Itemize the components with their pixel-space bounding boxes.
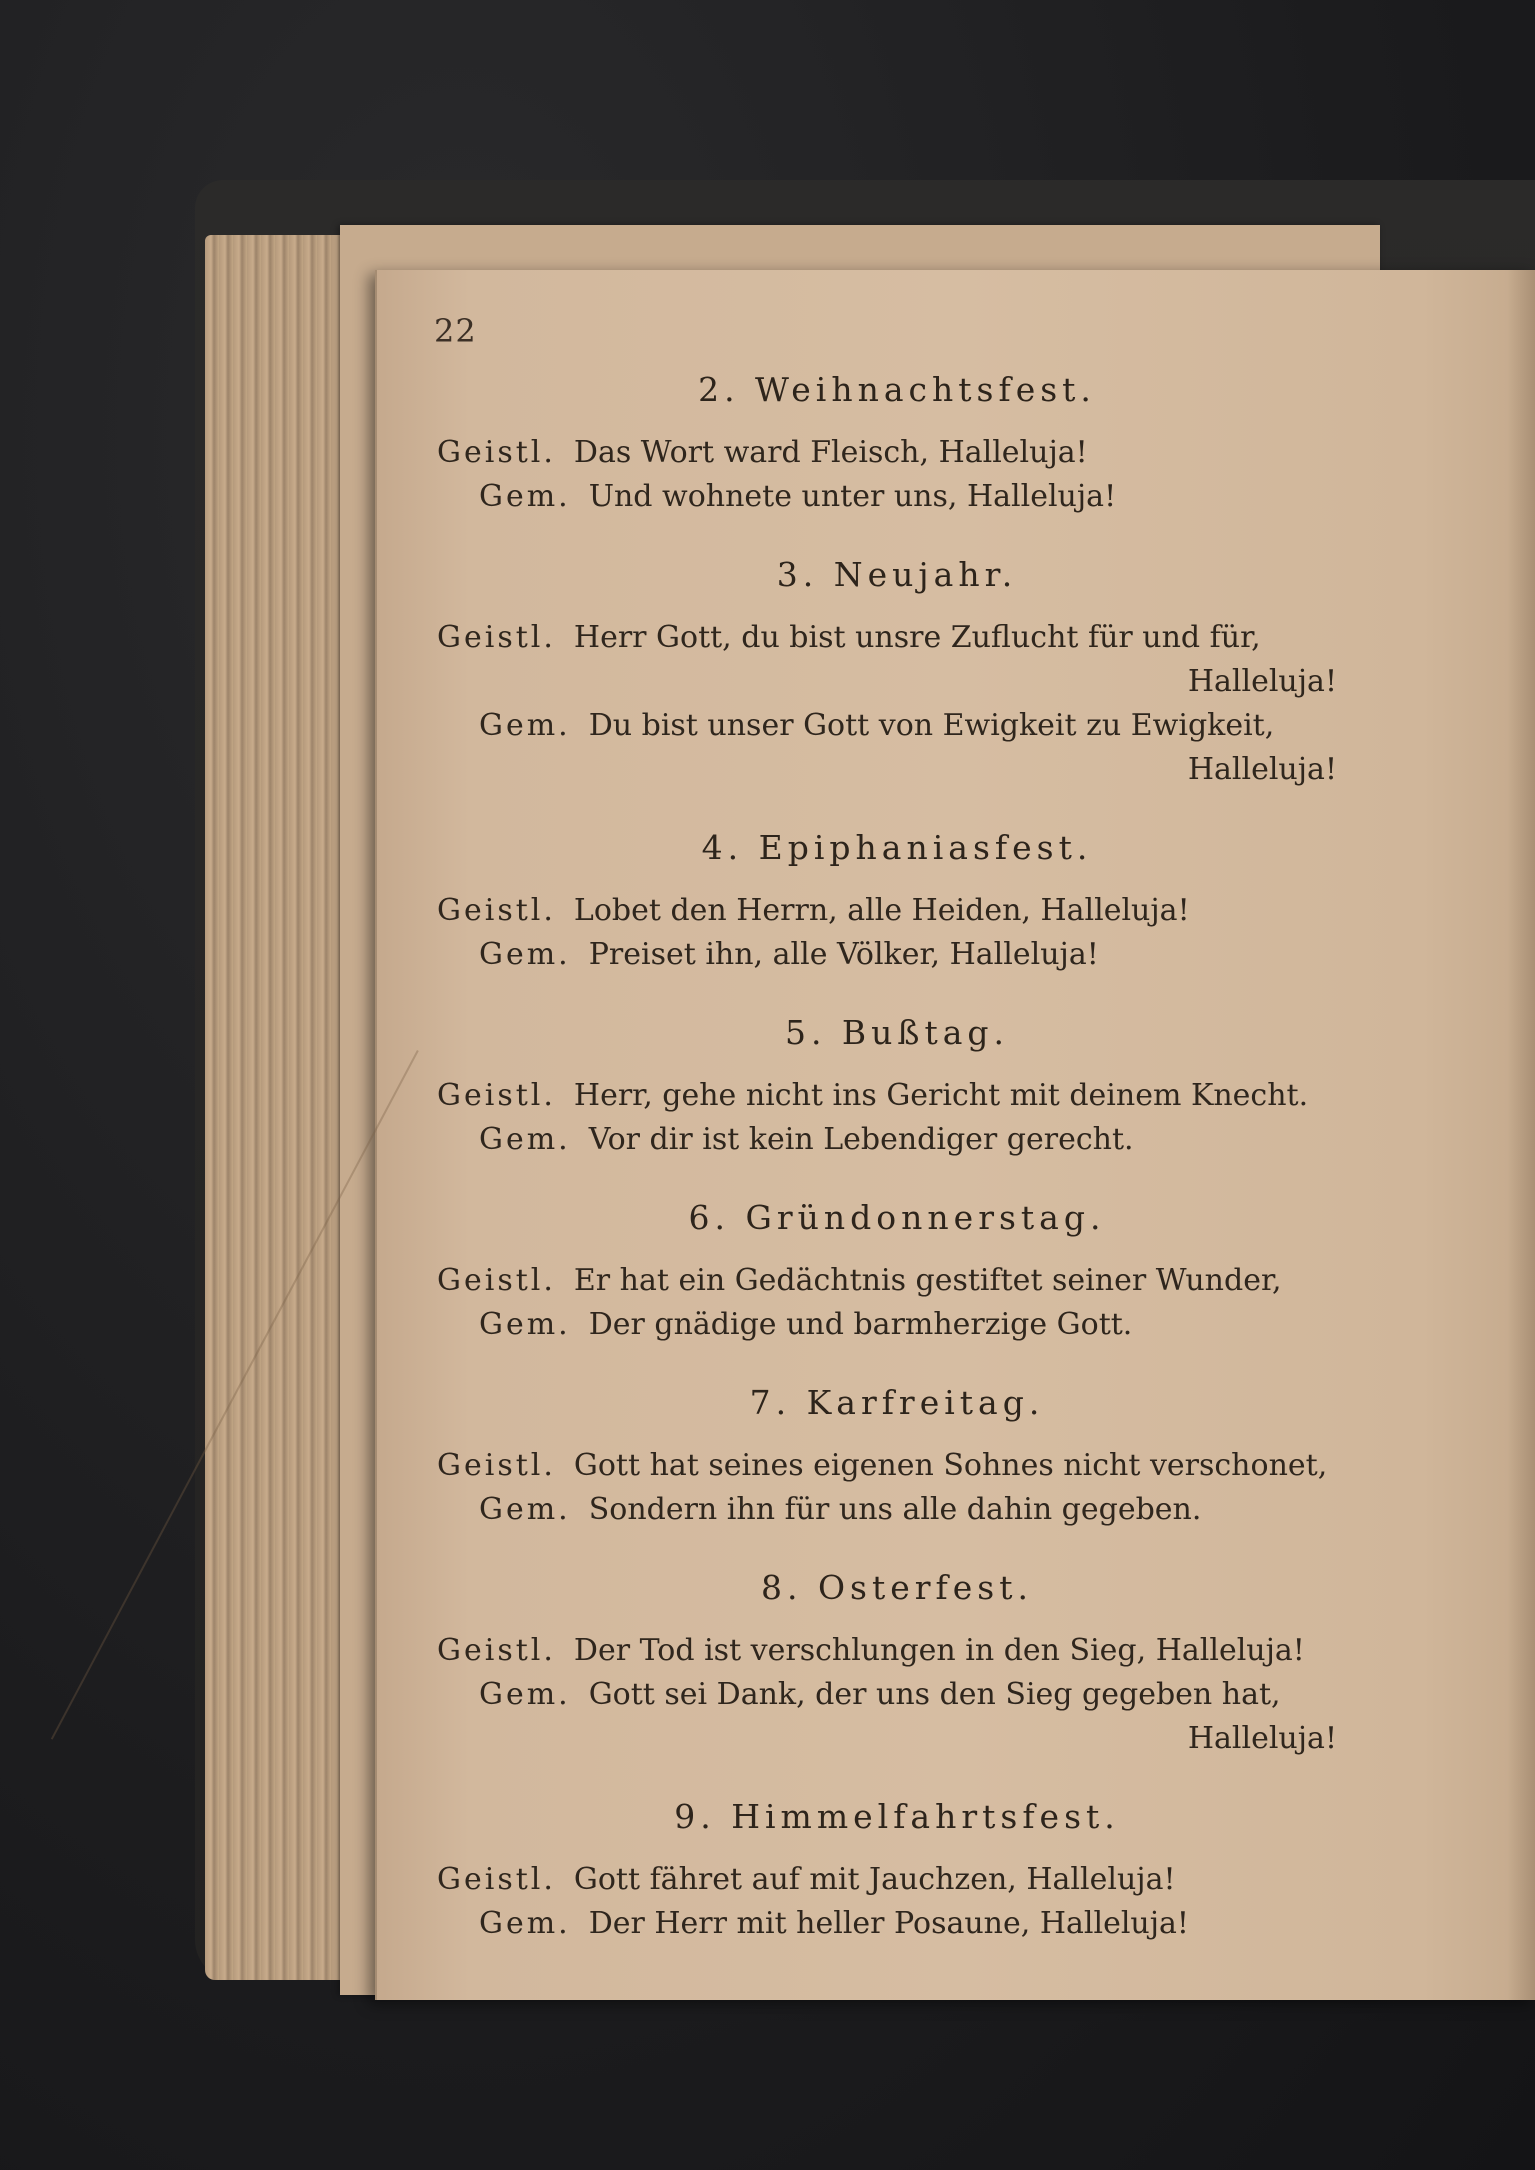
verse-text: Gott fähret auf mit Jauchzen, Halleluja! [573, 1862, 1176, 1897]
verse-line [437, 1118, 1357, 1162]
verse-line [437, 616, 1357, 660]
section-heading: 9. Himmelfahrtsfest. [674, 1797, 1120, 1836]
speaker-label: Gem. [479, 479, 571, 514]
section-heading: 3. Neujahr. [776, 555, 1018, 594]
verse-text: Das Wort ward Fleisch, Halleluja! [573, 435, 1088, 470]
page-number: 22 [434, 312, 477, 350]
speaker-label: Gem. [479, 1677, 571, 1712]
section-heading: 5. Bußtag. [784, 1013, 1010, 1052]
verse-text: Der gnädige und barmherzige Gott. [588, 1307, 1133, 1342]
verse-line [437, 1858, 1357, 1902]
verse-line [437, 1074, 1357, 1118]
verse-text: Preiset ihn, alle Völker, Halleluja! [588, 937, 1099, 972]
verse-text: Der Tod ist verschlungen in den Sieg, Halleluja! [573, 1633, 1305, 1668]
section-neujahr [437, 555, 1357, 792]
verse-text: Gott hat seines eigenen Sohnes nicht verschonet, [573, 1448, 1328, 1483]
page-content [437, 370, 1357, 1982]
speaker-label: Gem. [479, 1307, 571, 1342]
verse-line [437, 704, 1357, 748]
verse-text: Gott sei Dank, der uns den Sieg gegeben hat, [588, 1677, 1281, 1712]
section-heading: 4. Epiphaniasfest. [701, 828, 1093, 867]
verse-line [437, 475, 1357, 519]
verse-line [437, 1488, 1357, 1532]
section-heading: 7. Karfreitag. [749, 1383, 1045, 1422]
section-karfreitag [437, 1383, 1357, 1532]
speaker-label: Geistl. [437, 1078, 556, 1113]
speaker-label: Gem. [479, 937, 571, 972]
speaker-label: Gem. [479, 708, 571, 743]
verse-text: Er hat ein Gedächtnis gestiftet seiner Wunder, [573, 1263, 1282, 1298]
verse-text: Vor dir ist kein Lebendiger gerecht. [588, 1122, 1134, 1157]
verse-line [437, 1303, 1357, 1347]
section-heading: 8. Osterfest. [761, 1568, 1033, 1607]
verse-text: Und wohnete unter uns, Halleluja! [588, 479, 1117, 514]
speaker-label: Gem. [479, 1492, 571, 1527]
section-epiphaniasfest [437, 828, 1357, 977]
speaker-label: Gem. [479, 1906, 571, 1941]
section-weihnachtsfest [437, 370, 1357, 519]
section-himmelfahrtsfest [437, 1797, 1357, 1946]
section-heading: 6. Gründonnerstag. [688, 1198, 1106, 1237]
verse-line [437, 1902, 1357, 1946]
verse-text: Herr Gott, du bist unsre Zuflucht für und für, [573, 620, 1261, 655]
section-gruendonnerstag [437, 1198, 1357, 1347]
speaker-label: Geistl. [437, 435, 556, 470]
verse-line [437, 933, 1357, 977]
speaker-label: Geistl. [437, 1448, 556, 1483]
verse-continuation: Halleluja! [1187, 664, 1337, 699]
verse-line [437, 431, 1357, 475]
verse-text: Du bist unser Gott von Ewigkeit zu Ewigkeit, [588, 708, 1275, 743]
speaker-label: Geistl. [437, 1633, 556, 1668]
book-page [375, 270, 1535, 2000]
speaker-label: Geistl. [437, 893, 556, 928]
verse-text: Lobet den Herrn, alle Heiden, Halleluja! [573, 893, 1190, 928]
speaker-label: Geistl. [437, 1263, 556, 1298]
verse-continuation: Halleluja! [1187, 1721, 1337, 1756]
verse-line [437, 1444, 1357, 1488]
verse-line [437, 889, 1357, 933]
speaker-label: Geistl. [437, 620, 556, 655]
speaker-label: Geistl. [437, 1862, 556, 1897]
section-busstag [437, 1013, 1357, 1162]
speaker-label: Gem. [479, 1122, 571, 1157]
verse-continuation: Halleluja! [1187, 752, 1337, 787]
verse-line [437, 1673, 1357, 1717]
verse-line [437, 1259, 1357, 1303]
verse-line [437, 1629, 1357, 1673]
page-edge-shadow [1507, 270, 1535, 2000]
section-osterfest [437, 1568, 1357, 1761]
verse-text: Der Herr mit heller Posaune, Halleluja! [588, 1906, 1189, 1941]
verse-text: Sondern ihn für uns alle dahin gegeben. [588, 1492, 1202, 1527]
verse-text: Herr, gehe nicht ins Gericht mit deinem Knecht. [573, 1078, 1309, 1113]
section-heading: 2. Weihnachtsfest. [698, 370, 1096, 409]
